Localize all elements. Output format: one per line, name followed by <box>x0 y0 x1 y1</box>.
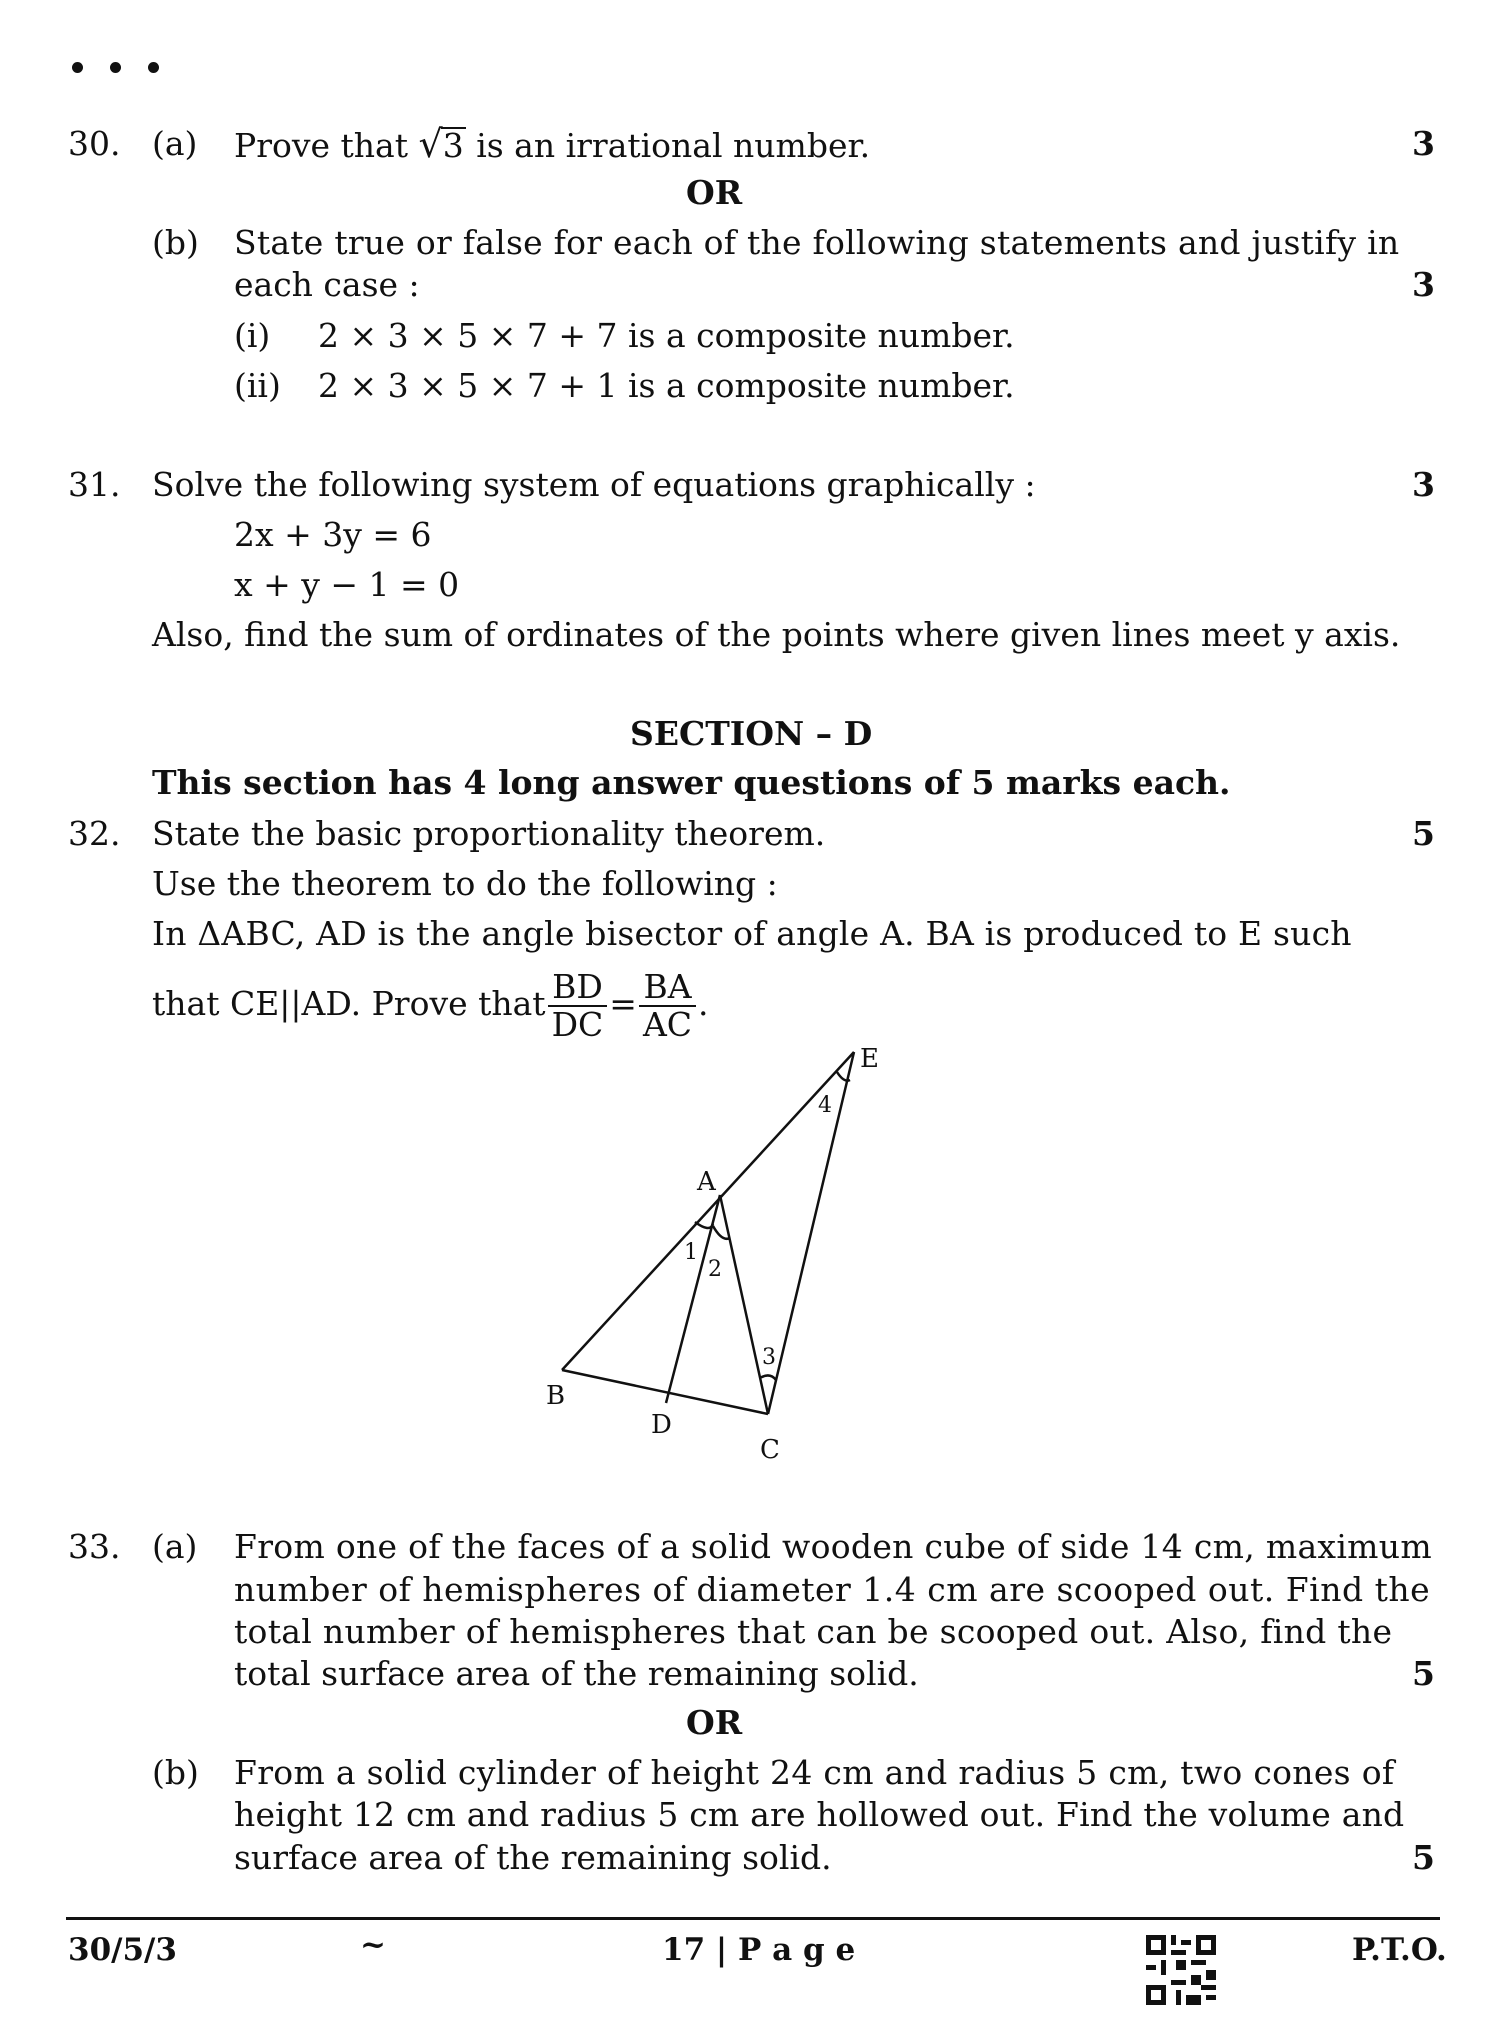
fraction-ba-ac: $\frac{BA}{AC}$ <box>639 969 696 1043</box>
section-d-desc: This section has 4 long answer questions of 5 marks each. <box>152 763 1231 802</box>
section-d-title: SECTION – D <box>630 714 873 753</box>
q30-or: OR <box>686 173 743 212</box>
q32-marks: 5 <box>1412 814 1435 853</box>
angle-arc-3 <box>760 1375 776 1380</box>
q30b-i-text: 2 × 3 × 5 × 7 + 7 is a composite number. <box>318 316 1015 355</box>
q33b-line2: height 12 cm and radius 5 cm are hollowed out. Find the volume and <box>234 1795 1405 1834</box>
sqrt-radicand: 3 <box>442 126 464 165</box>
q31-eq1: 2x + 3y = 6 <box>234 515 432 554</box>
label-a: A <box>697 1167 716 1197</box>
angle-label-1: 1 <box>684 1240 698 1265</box>
q33a-line1: From one of the faces of a solid wooden cube of side 14 cm, maximum <box>234 1527 1432 1566</box>
q30b-line2: each case : <box>234 265 420 304</box>
q32-line3: In ΔABC, AD is the angle bisector of angle A. BA is produced to E such <box>152 914 1352 953</box>
angle-label-2: 2 <box>708 1257 722 1282</box>
q30b-line1: State true or false for each of the following statements and justify in <box>234 223 1400 262</box>
fraction-bd-dc: $\frac{BD}{DC}$ <box>548 969 608 1043</box>
q33a-label: (a) <box>152 1527 198 1566</box>
angle-label-4: 4 <box>818 1093 832 1118</box>
angle-arc-1 <box>695 1222 713 1228</box>
label-d: D <box>651 1410 672 1440</box>
q33a-marks: 5 <box>1412 1654 1435 1693</box>
q30b-marks: 3 <box>1412 265 1435 304</box>
q33b-label: (b) <box>152 1753 199 1792</box>
footer-rule <box>66 1917 1440 1920</box>
q33a-line3: total number of hemispheres that can be scooped out. Also, find the <box>234 1612 1393 1651</box>
q30a-label: (a) <box>152 124 198 163</box>
q33b-line3: surface area of the remaining solid. <box>234 1838 832 1877</box>
q31-text: Solve the following system of equations graphically : <box>152 465 1036 504</box>
q33-number: 33. <box>68 1527 121 1566</box>
q33-or: OR <box>686 1703 743 1742</box>
q32-line4: that CE||AD. Prove that $\frac{BD}{DC}$ = $\frac{BA}{AC}$ . <box>152 967 709 1044</box>
q33a-line2: number of hemispheres of diameter 1.4 cm are scooped out. Find the <box>234 1570 1431 1609</box>
label-b: B <box>546 1381 566 1411</box>
q31-number: 31. <box>68 465 121 504</box>
q32-number: 32. <box>68 814 121 853</box>
q33b-marks: 5 <box>1412 1838 1435 1877</box>
q30b-label: (b) <box>152 223 199 262</box>
footer-tilde: ~ <box>360 1927 386 1963</box>
q30b-i-label: (i) <box>234 316 271 355</box>
q30b-ii-text: 2 × 3 × 5 × 7 + 1 is a composite number. <box>318 366 1015 405</box>
footer-pto: P.T.O. <box>1352 1932 1447 1968</box>
q31-marks: 3 <box>1412 465 1435 504</box>
q32-use: Use the theorem to do the following : <box>152 864 778 903</box>
q30b-ii-label: (ii) <box>234 366 281 405</box>
q30a-text: Prove that √3 is an irrational number. <box>234 122 871 166</box>
q31-also: Also, find the sum of ordinates of the points where given lines meet y axis. <box>152 615 1401 654</box>
angle-label-3: 3 <box>762 1345 776 1370</box>
label-e: E <box>860 1044 879 1074</box>
q33a-line4: total surface area of the remaining solid. <box>234 1654 919 1693</box>
label-c: C <box>760 1435 780 1465</box>
footer-page-number: 17 | P a g e <box>662 1932 856 1968</box>
q32-text: State the basic proportionality theorem. <box>152 814 826 853</box>
q30-number: 30. <box>68 124 121 163</box>
line-ac <box>720 1195 768 1414</box>
q30a-marks: 3 <box>1412 124 1435 163</box>
q33b-line1: From a solid cylinder of height 24 cm and radius 5 cm, two cones of <box>234 1753 1395 1792</box>
line-ec <box>768 1052 854 1414</box>
footer-code: 30/5/3 <box>68 1932 177 1968</box>
line-bc <box>562 1370 768 1414</box>
q31-eq2: x + y − 1 = 0 <box>234 565 460 604</box>
qr-code-icon <box>1146 1935 1216 2005</box>
line-be <box>562 1052 854 1370</box>
